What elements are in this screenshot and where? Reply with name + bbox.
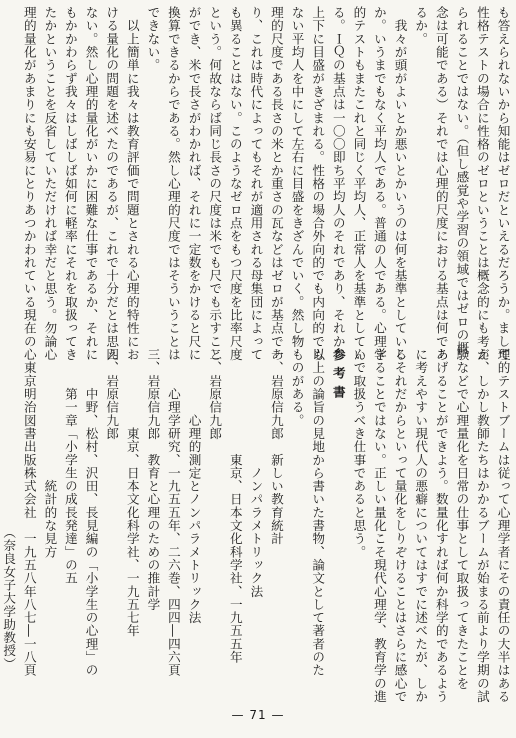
reference-line: 三、岩原信九郎 教育と心理のための推計学 (145, 348, 161, 611)
reference-line: 東京明治図書出版株式会社 一九五八年八七―一八頁 (21, 348, 37, 677)
references-heading: 参考書 (330, 348, 346, 404)
text-line: ない。然し心理的量化がいかに困難な仕事であるか、それに (83, 6, 99, 362)
text-line: 的テストもまたこれと同じく平均人、正常人を基準としてい (351, 6, 367, 362)
text-line: 理的量化があまりにも安易にとりあつかわれている現在の心 (21, 6, 37, 362)
text-line: るか。 (413, 6, 429, 46)
text-line: か。いうまでもなく平均人である。普通の人である。心理学 (371, 6, 387, 362)
text-line: 験などで心理量化を日常の仕事として取扱ってきたことを (454, 348, 470, 690)
text-line: も答えられないから知能はゼロだといえるだろうか。まして (495, 6, 511, 362)
reference-line: （奈良女子大学助教授） (1, 348, 17, 671)
text-line: 換算できるからである。然し心理的尺度ではそういうことは (165, 6, 181, 362)
text-line: る。ＩＱの基点は一〇〇即ち平均人のそれであり、それから (330, 6, 346, 362)
reference-line: 中野、松村、沢田、長見編の「小学生の心理」の (83, 348, 99, 677)
text-line: られることではない。（但し感覚や学習の領域ではゼロの概 (454, 6, 470, 355)
references-intro-line: ものがある。 (289, 348, 305, 427)
text-line: も異ることはない。このようなゼロ点をもつ尺度を比率尺度 (227, 6, 243, 362)
text-line: り、これは時代によってもそれが適用される母集団によって (248, 6, 264, 362)
page-number: — 71 — (231, 708, 285, 722)
text-line: が、しかし教師たちはかかるブームが始まる前より学期の試 (474, 348, 490, 704)
text-line: 理的テストブームは従って心理学者にその責任の大半はある (495, 348, 511, 704)
text-line: 性格テストの場合に性格のゼロということは概念的にも考え (474, 6, 490, 362)
text-line: という。何故ならば同じ長さの尺度は米でも尺でも示すこと (207, 6, 223, 362)
text-line: 理的尺度である長さの米とか重さの瓦などはゼロが基点であ (268, 6, 284, 362)
text-line: 念は可能である）それでは心理的尺度における基点は何であ (433, 6, 449, 362)
text-line: できない。 (145, 6, 161, 72)
text-line: たかということを反省していただければ幸だと思う。勿論心 (42, 6, 58, 362)
text-line: 以上簡単に我々は教育評価で問題とされる心理的特性にお (124, 6, 140, 362)
reference-line: ノンパラメトリック法 (248, 348, 264, 598)
reference-line: 東京、日本文化科学社、一九五五年 (227, 348, 243, 664)
reference-line: 二、岩原信九郎 (207, 348, 223, 441)
text-line: に考えやすい現代人の悪癖についてはすでに述べたが、しか (413, 348, 429, 704)
text-line: ができ、米で長さがわかれば、それに一定数をかけると尺に (186, 6, 202, 362)
references-intro-line: 以上の論旨の見地から書いた書物、論文として著者のた (310, 348, 326, 677)
text-line: ける量化の問題を述べたのであるが、これで十分だとは思え (104, 6, 120, 362)
reference-line: 東京、日本文化科学社、一九五七年 (124, 348, 140, 638)
reference-line: 四、岩原信九郎 (104, 348, 120, 441)
text-line: 上下に目盛がきざまれる。性格の場合外向的でも内向的でも (310, 6, 326, 362)
text-line: んで取扱うべき仕事であると思う。 (351, 348, 367, 559)
text-line: あげることができよう。数量化すれば何か科学的であるよう (433, 348, 449, 704)
text-line: きることではない。正しい量化こそ現代心理学、教育学の進 (371, 348, 387, 704)
text-line: ない平均人を中にして左右に目盛をきざんでいく。然し物 (289, 6, 305, 348)
reference-line: 心理的測定とノンパラメトリック法 (186, 348, 202, 625)
text-line: しそれだからといって量化をしりぞけることはさらに感心で (392, 348, 408, 704)
text-line: もかかわらず我々はしばしば如何に軽率にそれを取扱ってき (62, 6, 78, 362)
reference-line: 心理学研究、一九五五年、二六巻、四四―四六頁 (165, 348, 181, 677)
reference-line: 一、岩原信九郎 新しい教育統計 (268, 348, 284, 546)
reference-line: 第一章「小学生の成長発達」の五 (62, 348, 78, 585)
reference-line: 統計的な見方 (42, 348, 58, 559)
text-line: 我々が頭がよいとか悪いとかいうのは何を基準としている (392, 6, 408, 362)
